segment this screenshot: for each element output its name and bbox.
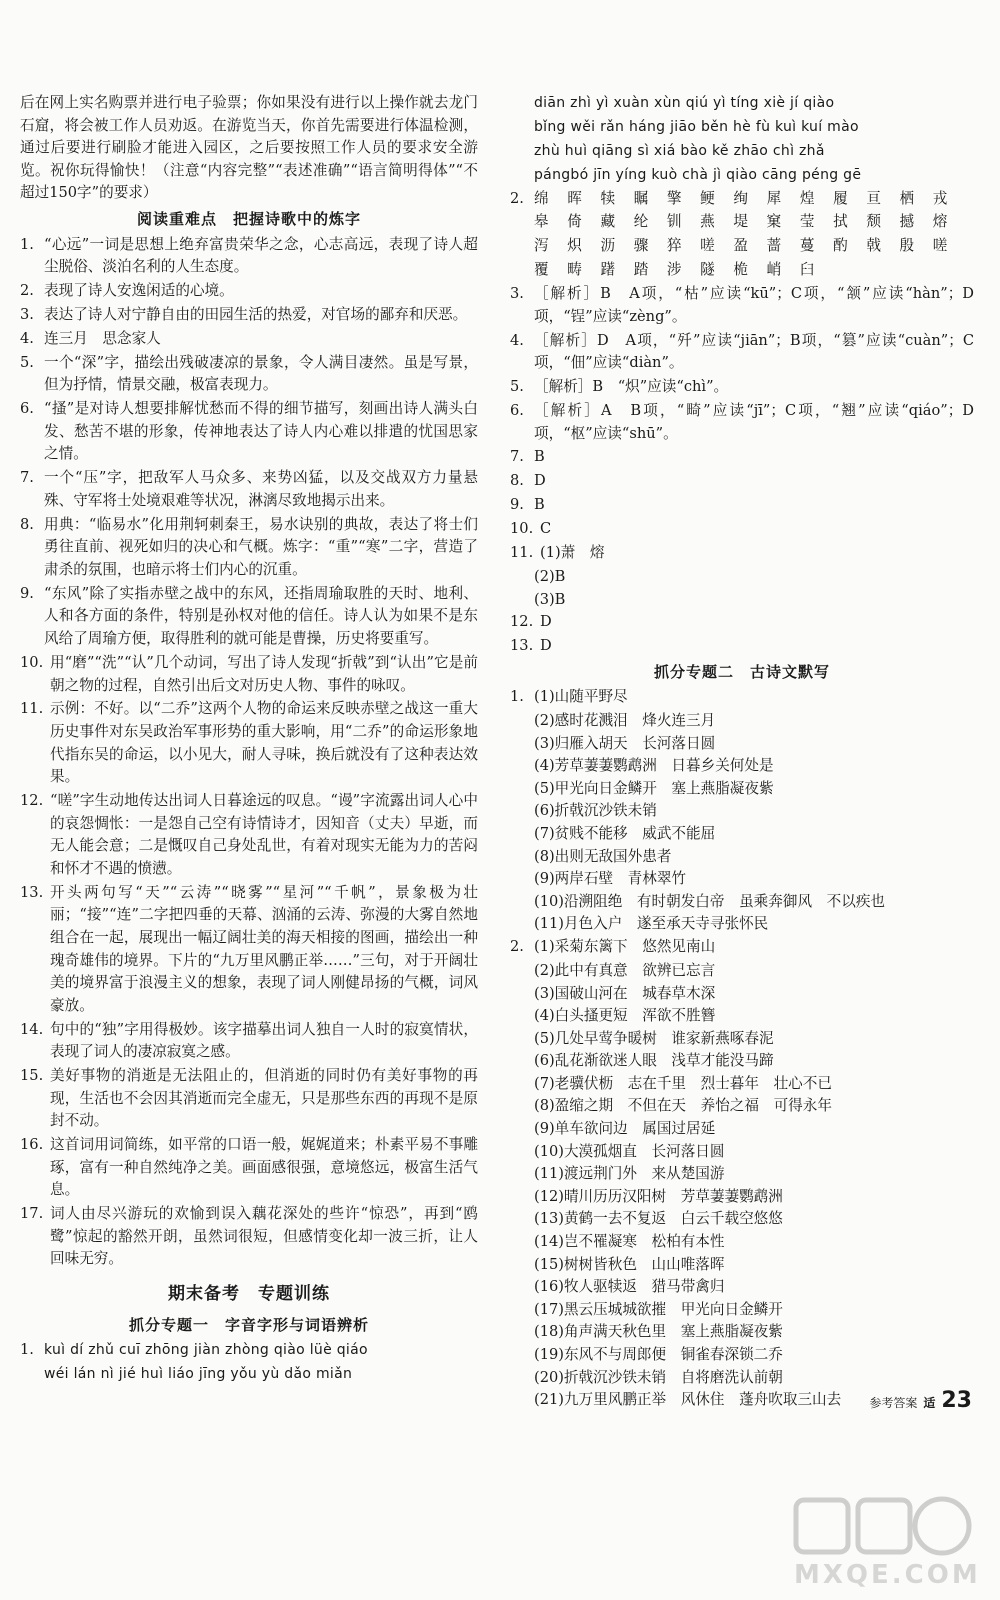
item-text: 表现了诗人安逸闲适的心境。 [44, 282, 234, 300]
answer-item [20, 583, 478, 651]
item-text: “嗟”字生动地传达出词人日暮途远的叹息。“谩”字流露出词人心中的哀怨惆怅：一是怨自己空有诗情诗才，因知音（丈夫）早逝，而无人能会意；二是慨叹自己身处乱世，有着对现实无能为力的苦闷和怀才不遇的愤懑。 [50, 792, 478, 877]
section-heading: 抓分专题一 字音字形与词语辨析 [128, 1315, 369, 1334]
item-text: “心远”一词是思想上绝弃富贵荣华之念，心志高远，表现了诗人超尘脱俗、淡泊名利的人生态度。 [44, 235, 478, 276]
item-text: 词人由尽兴游玩的欢愉到误入藕花深处的些许“惊恐”，再到“鸥鹭”惊起的豁然开朗，虽然词很短，但感情变化却一波三折，让人回味无穷。 [50, 1205, 478, 1268]
item-number [510, 164, 534, 187]
item-number: 6. [20, 400, 34, 418]
item-number: 11. [20, 700, 44, 718]
section-heading: 抓分专题二 古诗文默写 [653, 662, 830, 681]
answer-item [510, 936, 974, 959]
item-number: 7. [510, 448, 524, 466]
answer-item [510, 494, 974, 517]
item-text: 一个“压”字，把敌军人马众多、来势凶猛，以及交战双方力量悬殊、守军将士处境艰难等状况，淋漓尽致地揭示出来。 [44, 469, 478, 509]
item-number: 5. [20, 353, 34, 371]
pinyin-row [510, 116, 974, 139]
item-text: bǐng wěi rǎn háng jiāo běn hè fù kuì kuí mào [534, 118, 859, 135]
answer-item [20, 1019, 478, 1064]
answer-item [20, 1065, 478, 1133]
item-text: “搔”是对诗人想要排解忧愁而不得的细节描写，刻画出诗人满头白发、愁苦不堪的形象，传神地表达了诗人内心难以排遣的忧国思家之情。 [44, 400, 478, 463]
item-text: 一个“深”字，描绘出残破凄凉的景象，令人满目凄然。虽是写景，但为抒情，情景交融，极富表现力。 [44, 353, 478, 394]
item-number [510, 92, 534, 115]
item-text: “东风”除了实指赤壁之战中的东风，还指周瑜取胜的天时、地利、人和各方面的条件，特别是孙权对他的信任。诗人认为如果不是东风给了周瑜方便，取得胜利的就可能是曹操，历史将要重写。 [44, 584, 478, 648]
item-number: 8. [510, 472, 524, 490]
item-number: 2. [20, 282, 34, 300]
item-number [510, 211, 534, 234]
answer-item [510, 376, 974, 399]
answer-item [20, 698, 478, 788]
item-text: 泻 炽 沥 骤 猝 嗟 盈 蔷 蔓 酌 戟 殷 嗟 [534, 237, 955, 255]
item-number: 11. [510, 544, 534, 562]
watermark-logo [790, 1492, 980, 1592]
item-text: 绵 晖 犊 瞩 擎 鲠 绚 犀 煌 履 亘 栖 戎 [534, 189, 955, 207]
answer-item [20, 398, 478, 466]
item-text: (1)山随平野尽 [534, 688, 628, 706]
answer-item [20, 652, 478, 697]
chars-row [510, 211, 974, 234]
item-number: 4. [20, 329, 34, 347]
answer-item [510, 686, 974, 709]
answer-item [20, 280, 478, 303]
page-footer [869, 1388, 972, 1413]
item-number: 9. [510, 496, 524, 514]
item-text: D [534, 472, 546, 490]
answer-subitem: (11)渡远荆门外 来从楚国游 [534, 1165, 725, 1183]
item-text: 开头两句写“天”“云涛”“晓雾”“星河”“千帆”，景象极为壮丽；“接”“连”二字把四垂的天幕、汹涌的云涛、弥漫的大雾自然地组合在一起，展现出一幅辽阔壮美的海天相接的图画，描绘出一种瑰奇雄伟的境界。下片的“九万里风鹏正举……”三句，对于开阔壮美的境界富于浪漫主义的想象，表现了词人刚健昂扬的气概，词风豪放。 [50, 883, 478, 1014]
answer-item [20, 234, 478, 279]
item-text: B [534, 448, 545, 466]
item-text: ［解析］B “炽”应读“chì”。 [534, 378, 729, 396]
item-number: 9. [20, 584, 34, 602]
pinyin-row [20, 1339, 478, 1362]
left-column [20, 92, 478, 1387]
item-number: 12. [20, 792, 44, 810]
answer-subitem: (2)此中有真意 欲辨已忘言 [534, 961, 716, 979]
answer-item [510, 330, 974, 375]
item-number: 5. [510, 378, 524, 396]
chars-row [510, 259, 974, 282]
answer-subitem: (2)感时花溅泪 烽火连三月 [534, 712, 716, 730]
answer-item [510, 470, 974, 493]
pinyin-row [510, 164, 974, 187]
footer-label: 参考答案 [869, 1396, 918, 1410]
answer-subitem: (19)东风不与周郎便 铜雀春深锁二乔 [534, 1346, 783, 1363]
item-text: 用“磨”“洗”“认”几个动词，写出了诗人发现“折戟”到“认出”它是前朝之物的过程，自然引出后文对历史人物、事件的咏叹。 [50, 653, 478, 694]
item-number: 10. [510, 520, 534, 538]
item-text: D [540, 613, 552, 631]
pinyin-row [20, 1363, 478, 1386]
answer-subitem: (5)甲光向日金鳞开 塞上燕脂凝夜紫 [534, 779, 774, 797]
answer-subitem: (7)贫贱不能移 威武不能屈 [534, 825, 716, 843]
answer-item [510, 518, 974, 541]
chars-row [510, 235, 974, 258]
watermark-text: MXQE.COM [794, 1560, 981, 1590]
item-number: 4. [510, 331, 524, 349]
answer-item [20, 1134, 478, 1202]
item-text: 表达了诗人对宁静自由的田园生活的热爱，对官场的鄙弃和厌恶。 [44, 305, 468, 323]
item-number [20, 1363, 44, 1386]
section-heading: 阅读重难点 把握诗歌中的炼字 [136, 209, 361, 228]
answer-item [20, 352, 478, 397]
answer-subitem: (3)B [534, 590, 566, 608]
item-number: 8. [20, 515, 34, 533]
item-text: 连三月 思念家人 [44, 329, 161, 347]
item-number [510, 140, 534, 163]
answer-item [510, 611, 974, 634]
answer-subitem: (16)牧人驱犊返 猎马带禽归 [534, 1278, 725, 1296]
answer-item [510, 635, 974, 658]
item-text: zhù huì qiāng sì xiá bào kě zhāo chì zhǎ [534, 142, 825, 159]
item-text: (1)采菊东篱下 悠然见南山 [534, 938, 716, 956]
answer-item [510, 400, 974, 445]
item-number: 1. [20, 235, 34, 253]
item-text: pángbó jīn yíng kuò chà jì qiào cāng péng gē [534, 166, 862, 183]
answer-item [20, 882, 478, 1018]
item-number: 1. [20, 1341, 34, 1359]
item-number [510, 235, 534, 258]
page-number: 23 [941, 1388, 972, 1413]
item-number: 13. [20, 883, 44, 901]
item-text: 覆 畴 躇 踏 涉 隧 桅 峭 臼 [534, 261, 822, 279]
answer-item [20, 514, 478, 582]
item-text: 美好事物的消逝是无法阻止的，但消逝的同时仍有美好事物的再现，生活也不会因其消逝而完全虚无，只是那些东西的再现不是原封不动。 [50, 1067, 478, 1130]
answer-subitem: (18)角声满天秋色里 塞上燕脂凝夜紫 [534, 1323, 783, 1341]
answer-subitem: (3)国破山河在 城春草木深 [534, 984, 716, 1002]
item-number: 17. [20, 1205, 44, 1223]
answer-subitem: (7)老骥伏枥 志在千里 烈士暮年 壮心不已 [534, 1074, 832, 1092]
item-number: 1. [510, 688, 524, 706]
answer-subitem: (13)黄鹤一去不复返 白云千载空悠悠 [534, 1210, 783, 1228]
answer-item [20, 790, 478, 880]
answer-subitem: (12)晴川历历汉阳树 芳草萋萋鹦鹉洲 [534, 1187, 783, 1205]
answer-item [20, 328, 478, 351]
answer-subitem: (8)出则无敌国外患者 [534, 847, 672, 865]
answer-subitem: (4)白头搔更短 浑欲不胜簪 [534, 1007, 716, 1025]
item-text: ［解析］A B项，“畸”应读“jī”；C项，“翘”应读“qiáo”；D项，“枢”应读“shū”。 [534, 401, 974, 442]
item-text: 示例：不好。以“二乔”这两个人物的命运来反映赤壁之战这一重大历史事件对东吴政治军事形势的重大影响，用“二乔”的命运形象地代指东吴的命运，以小见大，耐人寻味，换后就没有了这种表达效果。 [50, 700, 478, 786]
item-text: diān zhì yì xuàn xùn qiú yì tíng xiè jí qiào [534, 95, 835, 111]
answer-subitem: (21)九万里风鹏正举 风休住 蓬舟吹取三山去 [534, 1391, 842, 1409]
answer-subitem: (6)折戟沉沙铁未销 [534, 802, 657, 820]
right-column [510, 92, 974, 1412]
pinyin-row [510, 92, 974, 115]
pinyin-row [510, 140, 974, 163]
answer-subitem: (9)两岸石壁 青林翠竹 [534, 870, 687, 888]
answer-subitem: (11)月色入户 遂至承天寺寻张怀民 [534, 915, 769, 933]
item-text: D [540, 637, 552, 654]
item-text: ［解析］D A项，“歼”应读“jiān”；B项，“篡”应读“cuàn”；C项，“佃”应读“diàn”。 [534, 331, 974, 372]
item-text: C [540, 520, 552, 538]
answer-item [20, 304, 478, 327]
item-text: (1)萧 熔 [540, 544, 605, 562]
answer-subitem: (10)大漠孤烟直 长河落日圆 [534, 1142, 725, 1160]
item-text: 这首词用词简练，如平常的口语一般，娓娓道来；朴素平易不事雕琢，富有一种自然纯净之美。画面感很强，意境悠远，极富生活气息。 [50, 1136, 478, 1199]
chars-row [510, 188, 974, 211]
item-text: kuì dí zhǔ cuī zhōng jiàn zhòng qiào lüè qiáo [44, 1342, 368, 1359]
item-number: 2. [510, 189, 524, 207]
answer-item [510, 542, 974, 565]
item-number: 15. [20, 1067, 44, 1085]
answer-subitem: (15)树树皆秋色 山山唯落晖 [534, 1255, 725, 1273]
paragraph: 后在网上实名购票并进行电子验票；你如果没有进行以上操作就去龙门石窟，将会被工作人员劝返。在游览当天，你首先需要进行体温检测，通过后要进行刷脸才能进入园区，之后要按照工作人员的要求安全游览。祝你玩得愉快！（注意“内容完整”“表述准确”“语言简明得体”“不超过150字”的要求） [20, 94, 478, 202]
item-number: 13. [510, 637, 534, 654]
answer-subitem: (14)岂不罹凝寒 松柏有本性 [534, 1233, 725, 1251]
item-number: 3. [20, 305, 34, 323]
answer-item [510, 446, 974, 469]
item-number: 16. [20, 1136, 44, 1154]
answer-subitem: (5)几处早莺争暖树 谁家新燕啄春泥 [534, 1029, 774, 1047]
item-number: 3. [510, 285, 524, 303]
item-text: 用典：“临易水”化用荆轲刺秦王，易水诀别的典故，表达了将士们勇往直前、视死如归的决心和气概。炼字：“重”“寒”二字，营造了肃杀的氛围，也暗示将士们内心的沉重。 [44, 515, 478, 578]
item-text: ［解析］B A项，“枯”应读“kū”；C项，“颔”应读“hàn”；D项，“锃”应读“zèng”。 [534, 285, 974, 325]
answer-subitem: (17)黑云压城城欲摧 甲光向日金鳞开 [534, 1300, 783, 1318]
answer-subitem: (8)盈缩之期 不但在天 养怡之福 可得永年 [534, 1097, 832, 1115]
item-number: 12. [510, 613, 534, 631]
answer-subitem: (4)芳草萋萋鹦鹉洲 日暮乡关何处是 [534, 757, 774, 775]
item-number: 10. [20, 653, 44, 671]
item-text: 皋 倚 藏 纶 钏 燕 堤 窠 莹 拭 颓 撼 熔 [534, 213, 955, 231]
item-text: wéi lán nì jié huì liáo jīng yǒu yù dǎo miǎn [44, 1366, 353, 1383]
answer-item [20, 467, 478, 512]
answer-subitem: (20)折戟沉沙铁未销 自将磨洗认前朝 [534, 1368, 783, 1386]
answer-subitem: (10)沿溯阻绝 有时朝发白帝 虽乘奔御风 不以疾也 [534, 892, 886, 910]
item-number: 14. [20, 1020, 44, 1038]
answer-subitem: (3)归雁入胡天 长河落日圆 [534, 734, 716, 752]
answer-subitem: (6)乱花渐欲迷人眼 浅草才能没马蹄 [534, 1052, 774, 1070]
item-number [510, 116, 534, 139]
watermark-logo-icon [790, 1492, 980, 1562]
answer-item [20, 1203, 478, 1271]
answer-item [510, 283, 974, 328]
footer-mark: 适 [923, 1396, 936, 1410]
item-text: B [534, 496, 545, 514]
item-number: 2. [510, 938, 524, 956]
item-text: 句中的“独”字用得极妙。该字描摹出词人独自一人时的寂寞情状，表现了词人的凄凉寂寞之感。 [50, 1020, 478, 1061]
item-number [510, 259, 534, 282]
item-number: 7. [20, 469, 34, 487]
item-number: 6. [510, 401, 524, 419]
section-heading: 期末备考 专题训练 [168, 1284, 330, 1305]
answer-subitem: (9)单车欲问边 属国过居延 [534, 1120, 716, 1138]
answer-subitem: (2)B [534, 567, 566, 585]
